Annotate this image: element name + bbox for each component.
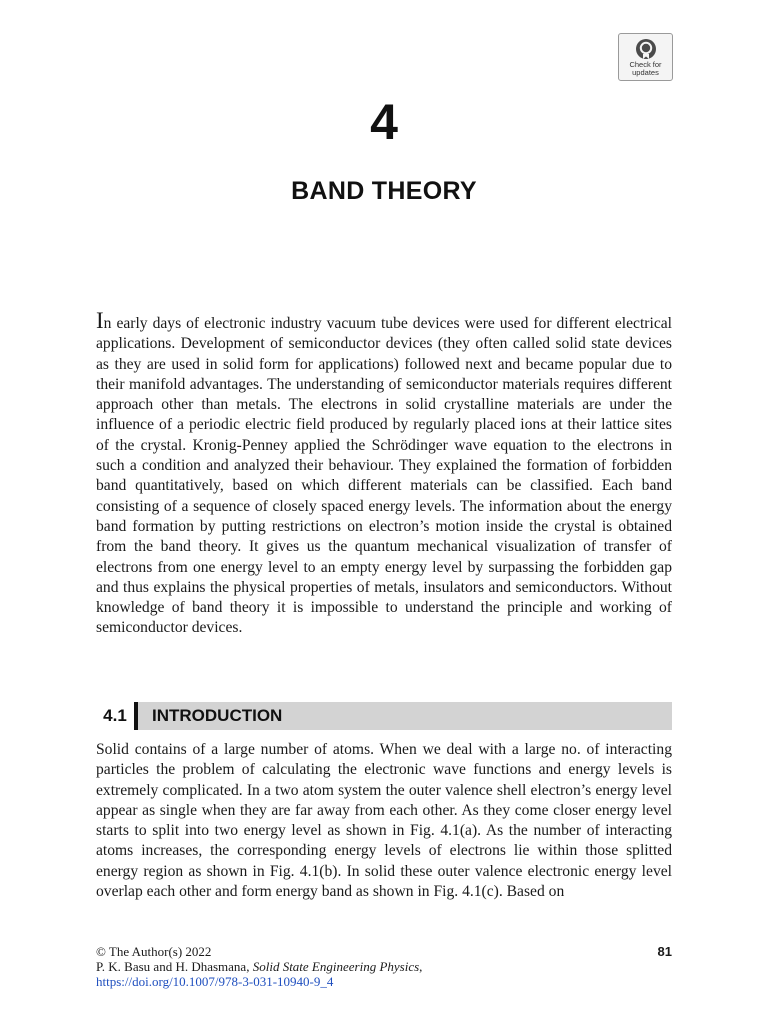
section-divider <box>134 702 138 730</box>
drop-cap: I <box>96 308 104 333</box>
section-title: INTRODUCTION <box>152 706 283 725</box>
section-paragraph: Solid contains of a large number of atoms. When we deal with a large no. of interacting particles the problem of calculating the electronic wave functions and energy levels is extremely complicated. In a two atom system the outer valence shell electron’s energy level appear as single when they are far away from each other. As they come closer energy level starts to split into two energy level as shown in Fig. 4.1(a). As the number of interacting atoms increases, the corresponding energy levels of electrons lie within those splitted energy region as shown in Fig. 4.1(b). In solid these outer valence electronic energy level overlap each other and form energy band as shown in Fig. 4.1(c). Based on <box>96 741 672 901</box>
check-for-updates-badge[interactable] <box>618 33 673 81</box>
page-number: 81 <box>657 944 672 959</box>
section-number: 4.1 <box>96 702 134 730</box>
citation-book-title: Solid State Engineering Physics <box>252 959 420 974</box>
citation-line <box>96 959 672 974</box>
copyright-line: © The Author(s) 2022 <box>96 944 212 959</box>
intro-text: n early days of electronic industry vacuum tube devices were used for different electrical applications. Development of semiconductor devices (they often called solid state devices as they are used in solid form for applications) followed next and became popular due to their manifold advantages. The understanding of semiconductor materials requires different approach other than metals. The electrons in solid crystalline materials are under the influence of a periodic electric field produced by regularly placed ions at their lattice sites of the crystal. Kronig-Penney applied the Schrödinger wave equation to the electrons in such a condition and analyzed their behaviour. They explained the formation of forbidden band quantitatively, based on which different materials can be classified. Each band consisting of a sequence of closely spaced energy levels. The information about the energy band formation by putting restrictions on electron’s motion inside the crystal is obtained from the band theory. It gives us the quantum mechanical visualization of transfer of electrons from one energy level to an empty energy level by surpassing the forbidden gap and thus explains the physical properties of metals, insulators and semiconductors. Without knowledge of band theory it is impossible to understand the principle and working of semiconductor devices. <box>96 315 672 637</box>
intro-paragraph <box>96 308 672 639</box>
citation-authors: P. K. Basu and H. Dhasmana, <box>96 959 250 974</box>
chapter-title: BAND THEORY <box>291 177 477 205</box>
crossmark-icon <box>635 38 657 60</box>
section-heading <box>96 702 672 730</box>
citation-suffix: , <box>419 959 423 974</box>
badge-label: Check for updates <box>629 60 662 77</box>
chapter-number: 4 <box>370 94 398 150</box>
doi-link[interactable]: https://doi.org/10.1007/978-3-031-10940-9_4 <box>96 974 334 989</box>
